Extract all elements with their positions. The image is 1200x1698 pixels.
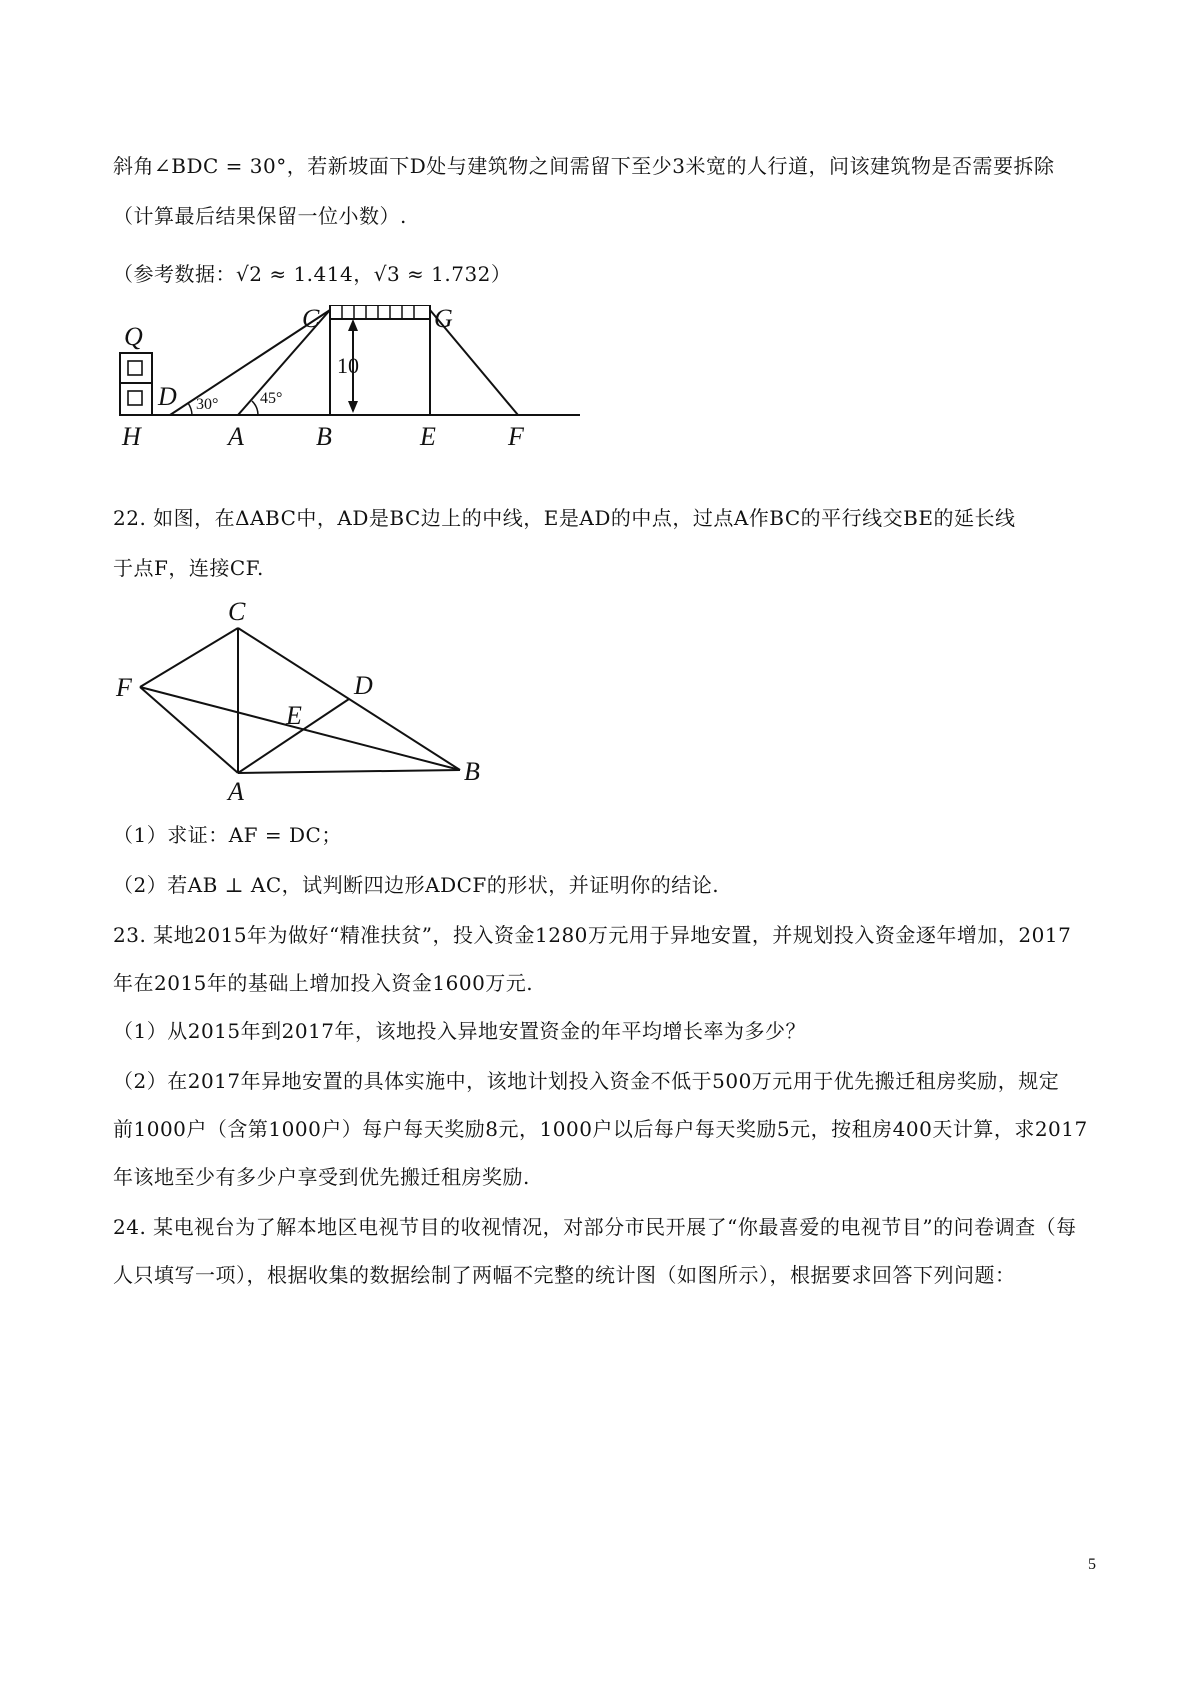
dam-top bbox=[330, 305, 430, 319]
angle-arc-45 bbox=[252, 401, 258, 415]
text-line: 23. 某地2015年为做好“精准扶贫”，投入资金1280万元用于异地安置，并规划投入资金逐年增加，2017 bbox=[113, 923, 1072, 947]
label-f: F bbox=[116, 673, 132, 702]
slope-diagram bbox=[110, 305, 590, 485]
height-label: 10 bbox=[337, 353, 359, 378]
text-line: 24. 某电视台为了解本地区电视节目的收视情况，对部分市民开展了“你最喜爱的电视节目”的问卷调查（每 bbox=[113, 1215, 1077, 1239]
window-icon bbox=[128, 391, 142, 405]
text-line: 年该地至少有多少户享受到优先搬迁租房奖励. bbox=[113, 1165, 530, 1189]
text-line: （参考数据：√2 ≈ 1.414，√3 ≈ 1.732） bbox=[113, 262, 512, 286]
label-e: E bbox=[286, 701, 302, 730]
text-line: 前1000户（含第1000户）每户每天奖励8元，1000户以后每户每天奖励5元，按租房400天计算，求2017 bbox=[113, 1117, 1088, 1141]
window-icon bbox=[128, 361, 142, 375]
label-q: Q bbox=[124, 322, 143, 351]
arrow-head-up bbox=[348, 319, 358, 331]
label-h: H bbox=[122, 422, 141, 451]
label-b: B bbox=[464, 757, 480, 786]
angle-45-label: 45° bbox=[260, 390, 283, 407]
text-line: 于点F，连接CF. bbox=[113, 556, 264, 580]
label-f: F bbox=[508, 422, 524, 451]
text-line: 人只填写一项），根据收集的数据绘制了两幅不完整的统计图（如图所示），根据要求回答下列问题： bbox=[113, 1263, 1016, 1287]
quadrilateral-diagram bbox=[110, 600, 490, 800]
arrow-head-down bbox=[348, 401, 358, 413]
text-line: （2）在2017年异地安置的具体实施中，该地计划投入资金不低于500万元用于优先搬迁租房奖励，规定 bbox=[113, 1069, 1060, 1093]
text-line: 22. 如图，在ΔABC中，AD是BC边上的中线，E是AD的中点，过点A作BC的平行线交BE的延长线 bbox=[113, 506, 1016, 530]
angle-30-label: 30° bbox=[196, 396, 219, 413]
label-d: D bbox=[158, 382, 177, 411]
text-line: （2）若AB ⊥ AC，试判断四边形ADCF的形状，并证明你的结论. bbox=[113, 873, 720, 897]
page-number: 5 bbox=[1088, 1556, 1096, 1573]
text-line: （计算最后结果保留一位小数）. bbox=[113, 204, 407, 228]
label-c: C bbox=[228, 600, 246, 626]
label-e: E bbox=[420, 422, 436, 451]
label-g: G bbox=[434, 305, 453, 333]
label-a: A bbox=[228, 777, 244, 800]
text-line: （1）求证：AF = DC； bbox=[113, 823, 342, 847]
label-c: C bbox=[302, 305, 320, 333]
segment-fc bbox=[140, 628, 238, 687]
label-a: A bbox=[228, 422, 244, 451]
text-line: 年在2015年的基础上增加投入资金1600万元. bbox=[113, 971, 534, 995]
label-b: B bbox=[316, 422, 332, 451]
segment-ab bbox=[238, 770, 460, 773]
text-line: 斜角∠BDC = 30°，若新坡面下D处与建筑物之间需留下至少3米宽的人行道，问该建筑物是否需要拆除 bbox=[113, 154, 1055, 178]
angle-arc-30 bbox=[188, 403, 192, 415]
label-d: D bbox=[354, 671, 373, 700]
text-line: （1）从2015年到2017年，该地投入异地安置资金的年平均增长率为多少？ bbox=[113, 1019, 807, 1043]
